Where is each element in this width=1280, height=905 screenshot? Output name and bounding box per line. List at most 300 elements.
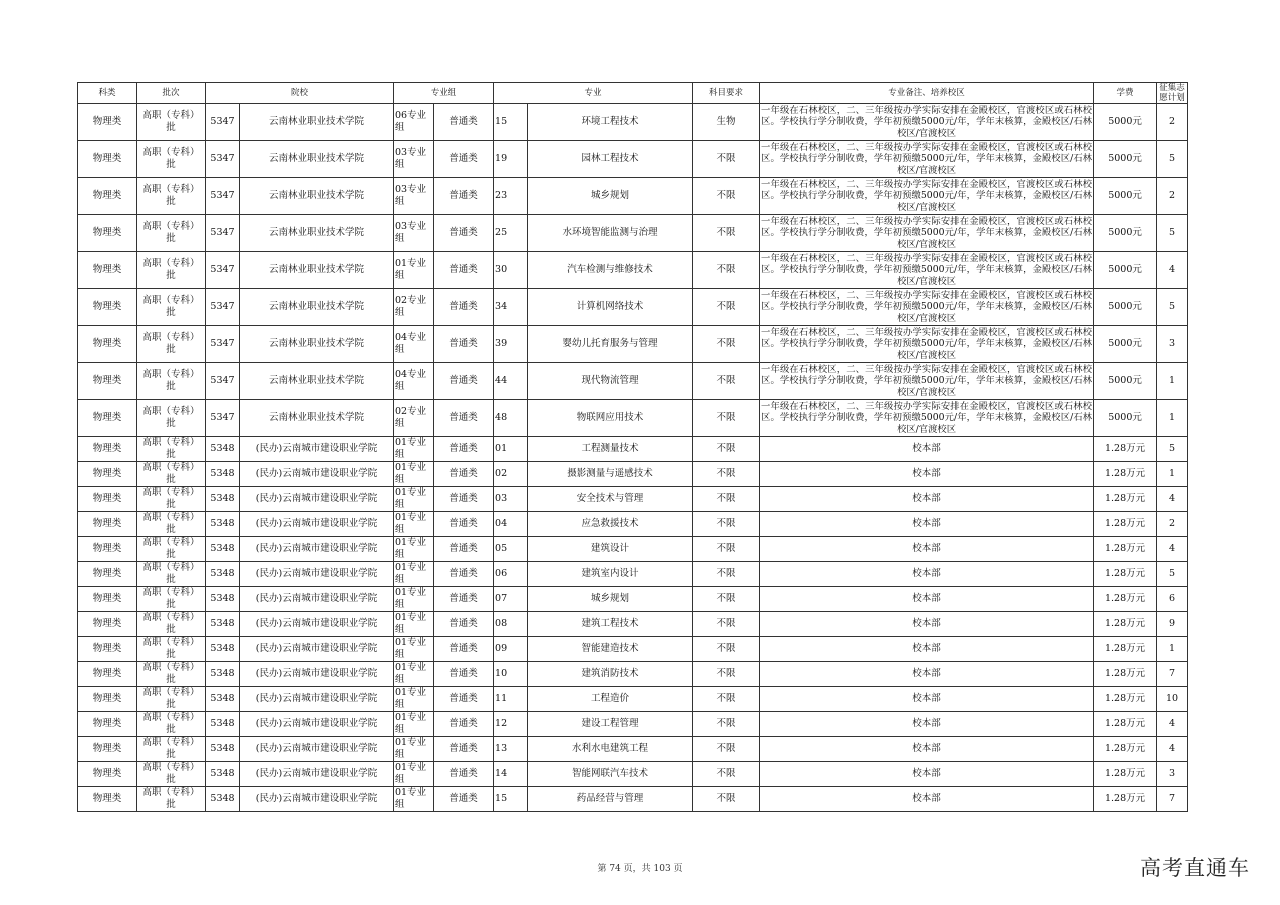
- plan-cell: 2: [1157, 512, 1188, 537]
- plan-cell: 1: [1157, 400, 1188, 437]
- plan-cell: 1: [1157, 637, 1188, 662]
- table-row: [78, 637, 1188, 662]
- table-row: [78, 512, 1188, 537]
- group-type-cell: 普通类: [434, 487, 494, 512]
- header-category: 科类: [78, 83, 137, 104]
- group-cell: 01专业组: [394, 487, 434, 512]
- table-row: [78, 462, 1188, 487]
- school-name-cell: 云南林业职业技术学院: [240, 141, 394, 178]
- school-name-cell: (民办)云南城市建设职业学院: [240, 662, 394, 687]
- subject-cell: 不限: [693, 612, 760, 637]
- batch-cell: 高职（专科）批: [137, 512, 206, 537]
- batch-cell: 高职（专科）批: [137, 252, 206, 289]
- category-cell: 物理类: [78, 487, 137, 512]
- group-type-cell: 普通类: [434, 400, 494, 437]
- note-cell: 校本部: [760, 712, 1094, 737]
- subject-cell: 不限: [693, 562, 760, 587]
- major-code-cell: 01: [494, 437, 528, 462]
- group-type-cell: 普通类: [434, 637, 494, 662]
- category-cell: 物理类: [78, 612, 137, 637]
- group-type-cell: 普通类: [434, 687, 494, 712]
- major-code-cell: 23: [494, 178, 528, 215]
- category-cell: 物理类: [78, 462, 137, 487]
- category-cell: 物理类: [78, 141, 137, 178]
- major-name-cell: 安全技术与管理: [528, 487, 693, 512]
- fee-cell: 5000元: [1094, 104, 1157, 141]
- school-name-cell: 云南林业职业技术学院: [240, 400, 394, 437]
- group-cell: 01专业组: [394, 787, 434, 812]
- school-name-cell: (民办)云南城市建设职业学院: [240, 537, 394, 562]
- major-name-cell: 物联网应用技术: [528, 400, 693, 437]
- group-type-cell: 普通类: [434, 104, 494, 141]
- school-code-cell: 5348: [206, 437, 240, 462]
- fee-cell: 1.28万元: [1094, 587, 1157, 612]
- group-type-cell: 普通类: [434, 215, 494, 252]
- major-code-cell: 09: [494, 637, 528, 662]
- fee-cell: 1.28万元: [1094, 537, 1157, 562]
- batch-cell: 高职（专科）批: [137, 662, 206, 687]
- major-name-cell: 计算机网络技术: [528, 289, 693, 326]
- watermark-logo: 高考直通车: [1140, 856, 1250, 880]
- note-cell: 校本部: [760, 437, 1094, 462]
- subject-cell: 不限: [693, 215, 760, 252]
- major-code-cell: 15: [494, 787, 528, 812]
- category-cell: 物理类: [78, 363, 137, 400]
- group-cell: 04专业组: [394, 363, 434, 400]
- school-code-cell: 5348: [206, 537, 240, 562]
- major-code-cell: 39: [494, 326, 528, 363]
- plan-cell: 7: [1157, 662, 1188, 687]
- school-name-cell: (民办)云南城市建设职业学院: [240, 587, 394, 612]
- group-cell: 01专业组: [394, 587, 434, 612]
- group-cell: 01专业组: [394, 437, 434, 462]
- fee-cell: 5000元: [1094, 178, 1157, 215]
- subject-cell: 不限: [693, 537, 760, 562]
- major-name-cell: 工程造价: [528, 687, 693, 712]
- note-cell: 一年级在石林校区，二、三年级按办学实际安排在金殿校区，官渡校区或石林校区。学校执行学分制收费，学年初预缴5000元/年，学年末核算，金殿校区/石林校区/官渡校区: [761, 363, 1093, 398]
- subject-cell: 不限: [693, 363, 760, 400]
- batch-cell: 高职（专科）批: [137, 363, 206, 400]
- plan-cell: 3: [1157, 326, 1188, 363]
- major-code-cell: 30: [494, 252, 528, 289]
- subject-cell: 生物: [693, 104, 760, 141]
- subject-cell: 不限: [693, 400, 760, 437]
- plan-cell: 5: [1157, 562, 1188, 587]
- plan-cell: 10: [1157, 687, 1188, 712]
- note-cell: 校本部: [760, 587, 1094, 612]
- school-code-cell: 5347: [206, 178, 240, 215]
- major-name-cell: 城乡规划: [528, 587, 693, 612]
- note-cell: 校本部: [760, 612, 1094, 637]
- major-code-cell: 13: [494, 737, 528, 762]
- major-name-cell: 智能建造技术: [528, 637, 693, 662]
- major-name-cell: 智能网联汽车技术: [528, 762, 693, 787]
- table-row: [78, 215, 1188, 252]
- major-name-cell: 摄影测量与遥感技术: [528, 462, 693, 487]
- plan-cell: 5: [1157, 289, 1188, 326]
- batch-cell: 高职（专科）批: [137, 587, 206, 612]
- header-fee: 学费: [1094, 83, 1157, 104]
- category-cell: 物理类: [78, 252, 137, 289]
- plan-cell: 3: [1157, 762, 1188, 787]
- subject-cell: 不限: [693, 252, 760, 289]
- major-code-cell: 02: [494, 462, 528, 487]
- school-name-cell: (民办)云南城市建设职业学院: [240, 487, 394, 512]
- batch-cell: 高职（专科）批: [137, 400, 206, 437]
- batch-cell: 高职（专科）批: [137, 326, 206, 363]
- school-code-cell: 5347: [206, 400, 240, 437]
- fee-cell: 1.28万元: [1094, 612, 1157, 637]
- table-row: [78, 437, 1188, 462]
- school-code-cell: 5348: [206, 712, 240, 737]
- school-name-cell: (民办)云南城市建设职业学院: [240, 712, 394, 737]
- subject-cell: 不限: [693, 326, 760, 363]
- major-name-cell: 建筑消防技术: [528, 662, 693, 687]
- group-cell: 01专业组: [394, 662, 434, 687]
- fee-cell: 1.28万元: [1094, 512, 1157, 537]
- category-cell: 物理类: [78, 104, 137, 141]
- group-cell: 01专业组: [394, 462, 434, 487]
- subject-cell: 不限: [693, 289, 760, 326]
- group-type-cell: 普通类: [434, 363, 494, 400]
- fee-cell: 1.28万元: [1094, 687, 1157, 712]
- school-name-cell: 云南林业职业技术学院: [240, 252, 394, 289]
- note-cell: 校本部: [760, 687, 1094, 712]
- school-name-cell: (民办)云南城市建设职业学院: [240, 612, 394, 637]
- fee-cell: 5000元: [1094, 252, 1157, 289]
- category-cell: 物理类: [78, 178, 137, 215]
- fee-cell: 1.28万元: [1094, 762, 1157, 787]
- table-header-row: [78, 83, 1188, 104]
- table-row: [78, 537, 1188, 562]
- batch-cell: 高职（专科）批: [137, 462, 206, 487]
- plan-cell: 9: [1157, 612, 1188, 637]
- group-cell: 01专业组: [394, 612, 434, 637]
- plan-cell: 5: [1157, 141, 1188, 178]
- major-code-cell: 04: [494, 512, 528, 537]
- school-code-cell: 5347: [206, 104, 240, 141]
- fee-cell: 1.28万元: [1094, 712, 1157, 737]
- table-row: [78, 562, 1188, 587]
- major-name-cell: 现代物流管理: [528, 363, 693, 400]
- school-name-cell: 云南林业职业技术学院: [240, 215, 394, 252]
- category-cell: 物理类: [78, 762, 137, 787]
- group-cell: 06专业组: [394, 104, 434, 141]
- subject-cell: 不限: [693, 737, 760, 762]
- table-row: [78, 487, 1188, 512]
- group-cell: 03专业组: [394, 141, 434, 178]
- plan-cell: 5: [1157, 437, 1188, 462]
- major-name-cell: 建筑室内设计: [528, 562, 693, 587]
- group-type-cell: 普通类: [434, 252, 494, 289]
- school-code-cell: 5347: [206, 326, 240, 363]
- note-cell: 校本部: [760, 762, 1094, 787]
- plan-cell: 2: [1157, 178, 1188, 215]
- plan-cell: 4: [1157, 537, 1188, 562]
- note-cell: 校本部: [760, 637, 1094, 662]
- batch-cell: 高职（专科）批: [137, 687, 206, 712]
- major-code-cell: 11: [494, 687, 528, 712]
- school-code-cell: 5348: [206, 587, 240, 612]
- table-row: [78, 326, 1188, 363]
- note-cell: 一年级在石林校区，二、三年级按办学实际安排在金殿校区，官渡校区或石林校区。学校执行学分制收费，学年初预缴5000元/年，学年末核算，金殿校区/石林校区/官渡校区: [761, 178, 1093, 213]
- subject-cell: 不限: [693, 512, 760, 537]
- major-code-cell: 25: [494, 215, 528, 252]
- school-code-cell: 5348: [206, 462, 240, 487]
- major-code-cell: 03: [494, 487, 528, 512]
- major-name-cell: 城乡规划: [528, 178, 693, 215]
- note-cell: 一年级在石林校区，二、三年级按办学实际安排在金殿校区，官渡校区或石林校区。学校执行学分制收费，学年初预缴5000元/年，学年末核算，金殿校区/石林校区/官渡校区: [761, 289, 1093, 324]
- note-cell: 校本部: [760, 662, 1094, 687]
- school-name-cell: (民办)云南城市建设职业学院: [240, 462, 394, 487]
- header-note: 专业备注、培养校区: [760, 83, 1094, 104]
- table-row: [78, 178, 1188, 215]
- category-cell: 物理类: [78, 512, 137, 537]
- major-name-cell: 环境工程技术: [528, 104, 693, 141]
- note-cell: 校本部: [760, 537, 1094, 562]
- table-row: [78, 662, 1188, 687]
- group-type-cell: 普通类: [434, 562, 494, 587]
- subject-cell: 不限: [693, 662, 760, 687]
- school-name-cell: 云南林业职业技术学院: [240, 326, 394, 363]
- group-cell: 01专业组: [394, 252, 434, 289]
- subject-cell: 不限: [693, 787, 760, 812]
- major-code-cell: 19: [494, 141, 528, 178]
- major-code-cell: 06: [494, 562, 528, 587]
- plan-cell: 4: [1157, 712, 1188, 737]
- school-name-cell: 云南林业职业技术学院: [240, 289, 394, 326]
- subject-cell: 不限: [693, 437, 760, 462]
- subject-cell: 不限: [693, 712, 760, 737]
- major-code-cell: 07: [494, 587, 528, 612]
- plan-cell: 5: [1157, 215, 1188, 252]
- group-cell: 02专业组: [394, 289, 434, 326]
- batch-cell: 高职（专科）批: [137, 712, 206, 737]
- batch-cell: 高职（专科）批: [137, 141, 206, 178]
- batch-cell: 高职（专科）批: [137, 612, 206, 637]
- note-cell: 校本部: [760, 462, 1094, 487]
- group-cell: 01专业组: [394, 687, 434, 712]
- batch-cell: 高职（专科）批: [137, 437, 206, 462]
- note-cell: 一年级在石林校区，二、三年级按办学实际安排在金殿校区，官渡校区或石林校区。学校执行学分制收费，学年初预缴5000元/年，学年末核算，金殿校区/石林校区/官渡校区: [761, 104, 1093, 139]
- category-cell: 物理类: [78, 687, 137, 712]
- note-cell: 一年级在石林校区，二、三年级按办学实际安排在金殿校区，官渡校区或石林校区。学校执行学分制收费，学年初预缴5000元/年，学年末核算，金殿校区/石林校区/官渡校区: [761, 252, 1093, 287]
- table-row: [78, 787, 1188, 812]
- batch-cell: 高职（专科）批: [137, 737, 206, 762]
- major-name-cell: 工程测量技术: [528, 437, 693, 462]
- major-name-cell: 药品经营与管理: [528, 787, 693, 812]
- table-row: [78, 612, 1188, 637]
- subject-cell: 不限: [693, 587, 760, 612]
- group-type-cell: 普通类: [434, 437, 494, 462]
- header-school: 院校: [206, 83, 394, 104]
- category-cell: 物理类: [78, 400, 137, 437]
- fee-cell: 1.28万元: [1094, 462, 1157, 487]
- school-code-cell: 5348: [206, 612, 240, 637]
- major-name-cell: 建设工程管理: [528, 712, 693, 737]
- school-code-cell: 5348: [206, 787, 240, 812]
- school-name-cell: (民办)云南城市建设职业学院: [240, 762, 394, 787]
- major-name-cell: 水利水电建筑工程: [528, 737, 693, 762]
- note-cell: 校本部: [760, 737, 1094, 762]
- category-cell: 物理类: [78, 787, 137, 812]
- school-name-cell: (民办)云南城市建设职业学院: [240, 437, 394, 462]
- note-cell: 校本部: [760, 487, 1094, 512]
- note-cell: 校本部: [760, 787, 1094, 812]
- subject-cell: 不限: [693, 762, 760, 787]
- school-name-cell: 云南林业职业技术学院: [240, 363, 394, 400]
- group-cell: 01专业组: [394, 637, 434, 662]
- plan-cell: 4: [1157, 487, 1188, 512]
- batch-cell: 高职（专科）批: [137, 487, 206, 512]
- table-row: [78, 363, 1188, 400]
- group-cell: 02专业组: [394, 400, 434, 437]
- table-row: [78, 737, 1188, 762]
- school-code-cell: 5348: [206, 762, 240, 787]
- header-major: 专业: [494, 83, 693, 104]
- subject-cell: 不限: [693, 141, 760, 178]
- note-cell: 校本部: [760, 562, 1094, 587]
- note-cell: 一年级在石林校区，二、三年级按办学实际安排在金殿校区，官渡校区或石林校区。学校执行学分制收费，学年初预缴5000元/年，学年末核算，金殿校区/石林校区/官渡校区: [761, 215, 1093, 250]
- group-cell: 01专业组: [394, 762, 434, 787]
- group-cell: 04专业组: [394, 326, 434, 363]
- school-code-cell: 5348: [206, 637, 240, 662]
- major-code-cell: 44: [494, 363, 528, 400]
- plan-cell: 2: [1157, 104, 1188, 141]
- group-cell: 01专业组: [394, 737, 434, 762]
- category-cell: 物理类: [78, 562, 137, 587]
- major-name-cell: 建筑工程技术: [528, 612, 693, 637]
- group-type-cell: 普通类: [434, 587, 494, 612]
- school-code-cell: 5348: [206, 687, 240, 712]
- school-name-cell: 云南林业职业技术学院: [240, 104, 394, 141]
- school-code-cell: 5348: [206, 562, 240, 587]
- major-code-cell: 34: [494, 289, 528, 326]
- school-code-cell: 5347: [206, 215, 240, 252]
- major-name-cell: 婴幼儿托育服务与管理: [528, 326, 693, 363]
- plan-cell: 1: [1157, 363, 1188, 400]
- plan-cell: 4: [1157, 737, 1188, 762]
- group-cell: 03专业组: [394, 215, 434, 252]
- fee-cell: 5000元: [1094, 215, 1157, 252]
- school-code-cell: 5347: [206, 252, 240, 289]
- batch-cell: 高职（专科）批: [137, 562, 206, 587]
- category-cell: 物理类: [78, 737, 137, 762]
- group-type-cell: 普通类: [434, 662, 494, 687]
- group-type-cell: 普通类: [434, 512, 494, 537]
- school-code-cell: 5347: [206, 289, 240, 326]
- page-number: 第 74 页，共 103 页: [597, 864, 683, 874]
- table-row: [78, 141, 1188, 178]
- header-plan: 征集志愿计划: [1157, 83, 1188, 104]
- category-cell: 物理类: [78, 289, 137, 326]
- subject-cell: 不限: [693, 178, 760, 215]
- school-name-cell: (民办)云南城市建设职业学院: [240, 787, 394, 812]
- header-group: 专业组: [394, 83, 494, 104]
- fee-cell: 5000元: [1094, 289, 1157, 326]
- category-cell: 物理类: [78, 712, 137, 737]
- fee-cell: 5000元: [1094, 400, 1157, 437]
- group-type-cell: 普通类: [434, 178, 494, 215]
- group-type-cell: 普通类: [434, 289, 494, 326]
- note-cell: 一年级在石林校区，二、三年级按办学实际安排在金殿校区，官渡校区或石林校区。学校执行学分制收费，学年初预缴5000元/年，学年末核算，金殿校区/石林校区/官渡校区: [761, 141, 1093, 176]
- major-code-cell: 14: [494, 762, 528, 787]
- subject-cell: 不限: [693, 637, 760, 662]
- group-type-cell: 普通类: [434, 141, 494, 178]
- subject-cell: 不限: [693, 487, 760, 512]
- school-code-cell: 5348: [206, 487, 240, 512]
- plan-cell: 6: [1157, 587, 1188, 612]
- major-name-cell: 建筑设计: [528, 537, 693, 562]
- major-code-cell: 05: [494, 537, 528, 562]
- batch-cell: 高职（专科）批: [137, 178, 206, 215]
- category-cell: 物理类: [78, 215, 137, 252]
- major-name-cell: 水环境智能监测与治理: [528, 215, 693, 252]
- note-cell: 一年级在石林校区，二、三年级按办学实际安排在金殿校区，官渡校区或石林校区。学校执行学分制收费，学年初预缴5000元/年，学年末核算，金殿校区/石林校区/官渡校区: [761, 326, 1093, 361]
- group-type-cell: 普通类: [434, 612, 494, 637]
- group-type-cell: 普通类: [434, 537, 494, 562]
- plan-cell: 1: [1157, 462, 1188, 487]
- fee-cell: 1.28万元: [1094, 637, 1157, 662]
- school-code-cell: 5348: [206, 662, 240, 687]
- fee-cell: 1.28万元: [1094, 562, 1157, 587]
- fee-cell: 1.28万元: [1094, 662, 1157, 687]
- fee-cell: 5000元: [1094, 326, 1157, 363]
- school-name-cell: (民办)云南城市建设职业学院: [240, 562, 394, 587]
- batch-cell: 高职（专科）批: [137, 289, 206, 326]
- batch-cell: 高职（专科）批: [137, 104, 206, 141]
- group-type-cell: 普通类: [434, 737, 494, 762]
- group-cell: 01专业组: [394, 512, 434, 537]
- fee-cell: 5000元: [1094, 141, 1157, 178]
- table-row: [78, 587, 1188, 612]
- category-cell: 物理类: [78, 537, 137, 562]
- group-cell: 01专业组: [394, 712, 434, 737]
- table-row: [78, 762, 1188, 787]
- batch-cell: 高职（专科）批: [137, 537, 206, 562]
- plan-cell: 7: [1157, 787, 1188, 812]
- major-code-cell: 48: [494, 400, 528, 437]
- batch-cell: 高职（专科）批: [137, 637, 206, 662]
- admission-plan-table: [77, 82, 1188, 812]
- group-cell: 01专业组: [394, 562, 434, 587]
- table-row: [78, 400, 1188, 437]
- fee-cell: 1.28万元: [1094, 787, 1157, 812]
- fee-cell: 1.28万元: [1094, 487, 1157, 512]
- group-cell: 03专业组: [394, 178, 434, 215]
- header-batch: 批次: [137, 83, 206, 104]
- school-code-cell: 5347: [206, 141, 240, 178]
- school-name-cell: (民办)云南城市建设职业学院: [240, 512, 394, 537]
- school-code-cell: 5347: [206, 363, 240, 400]
- note-cell: 一年级在石林校区，二、三年级按办学实际安排在金殿校区，官渡校区或石林校区。学校执行学分制收费，学年初预缴5000元/年，学年末核算，金殿校区/石林校区/官渡校区: [761, 400, 1093, 435]
- category-cell: 物理类: [78, 437, 137, 462]
- group-type-cell: 普通类: [434, 712, 494, 737]
- fee-cell: 5000元: [1094, 363, 1157, 400]
- major-code-cell: 12: [494, 712, 528, 737]
- major-code-cell: 15: [494, 104, 528, 141]
- school-name-cell: 云南林业职业技术学院: [240, 178, 394, 215]
- major-code-cell: 08: [494, 612, 528, 637]
- header-subject: 科目要求: [693, 83, 760, 104]
- fee-cell: 1.28万元: [1094, 737, 1157, 762]
- school-code-cell: 5348: [206, 512, 240, 537]
- subject-cell: 不限: [693, 687, 760, 712]
- group-type-cell: 普通类: [434, 787, 494, 812]
- table-row: [78, 104, 1188, 141]
- group-type-cell: 普通类: [434, 762, 494, 787]
- school-name-cell: (民办)云南城市建设职业学院: [240, 737, 394, 762]
